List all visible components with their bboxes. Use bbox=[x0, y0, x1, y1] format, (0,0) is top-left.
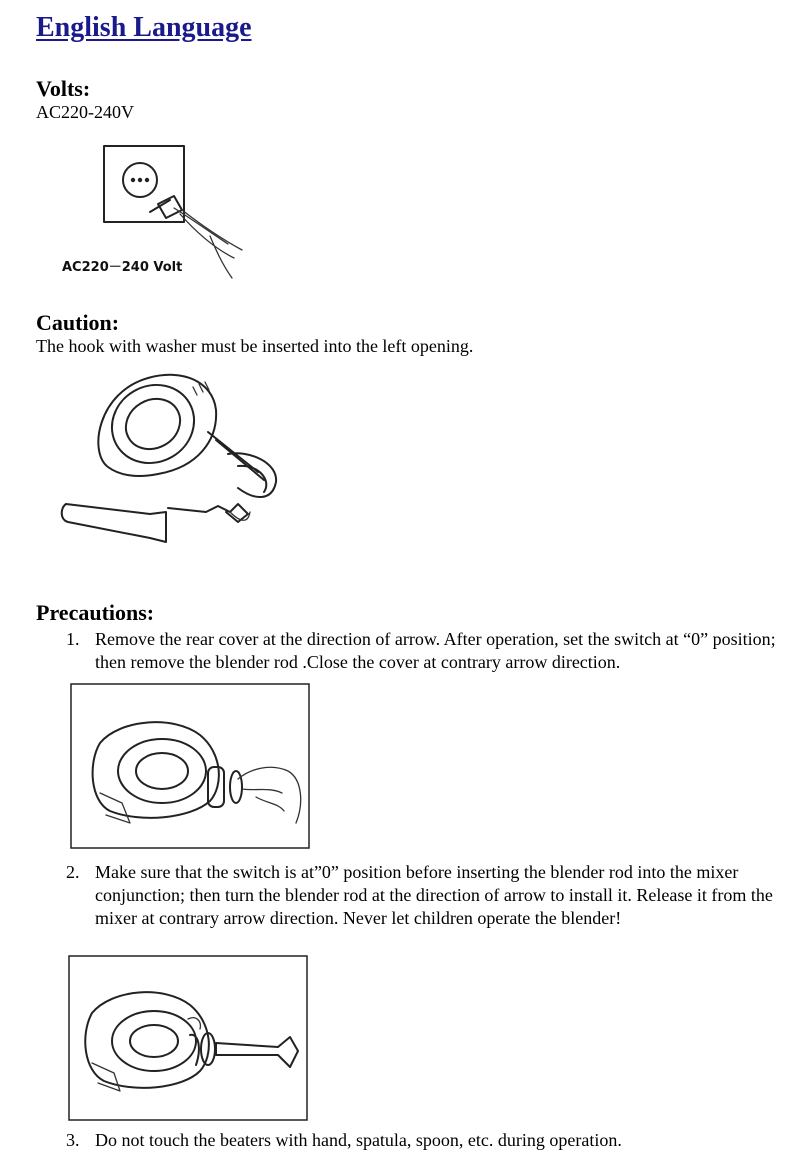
precaution-item-text: Make sure that the switch is at”0” position before inserting the blender rod into the mixer conjunction; then turn the blender rod at the direction of arrow to install it. Release it from the mixer at contrary arrow direction. Never let children operate the blender! bbox=[95, 862, 773, 928]
precaution-item-text: Remove the rear cover at the direction of arrow. After operation, set the switch at “0” position; then remove the blender rod .Close the cover at contrary arrow direction. bbox=[95, 629, 776, 672]
mixer-with-attachments-illustration bbox=[58, 362, 288, 562]
wall-socket-illustration bbox=[50, 140, 250, 288]
precaution-item-3 bbox=[66, 1129, 786, 1152]
caution-heading: Caution: bbox=[36, 310, 120, 335]
precaution-item-text: Do not touch the beaters with hand, spatula, spoon, etc. during operation. bbox=[95, 1130, 622, 1150]
precaution-item-number: 2. bbox=[66, 862, 80, 882]
caution-text: The hook with washer must be inserted into the left opening. bbox=[36, 336, 474, 356]
page-title: English Language bbox=[36, 12, 252, 43]
rear-cover-removal-illustration bbox=[70, 683, 312, 853]
precaution-item-number: 3. bbox=[66, 1130, 80, 1150]
volts-value: AC220-240V bbox=[36, 102, 134, 122]
blender-rod-insertion-illustration bbox=[68, 955, 310, 1125]
precautions-heading: Precautions: bbox=[36, 600, 155, 625]
voltage-figure-label: AC220－240 Volt bbox=[62, 260, 183, 275]
precaution-item-number: 1. bbox=[66, 629, 80, 649]
precaution-item-1 bbox=[66, 628, 786, 674]
precaution-item-2 bbox=[66, 861, 786, 930]
volts-heading: Volts: bbox=[36, 76, 91, 101]
